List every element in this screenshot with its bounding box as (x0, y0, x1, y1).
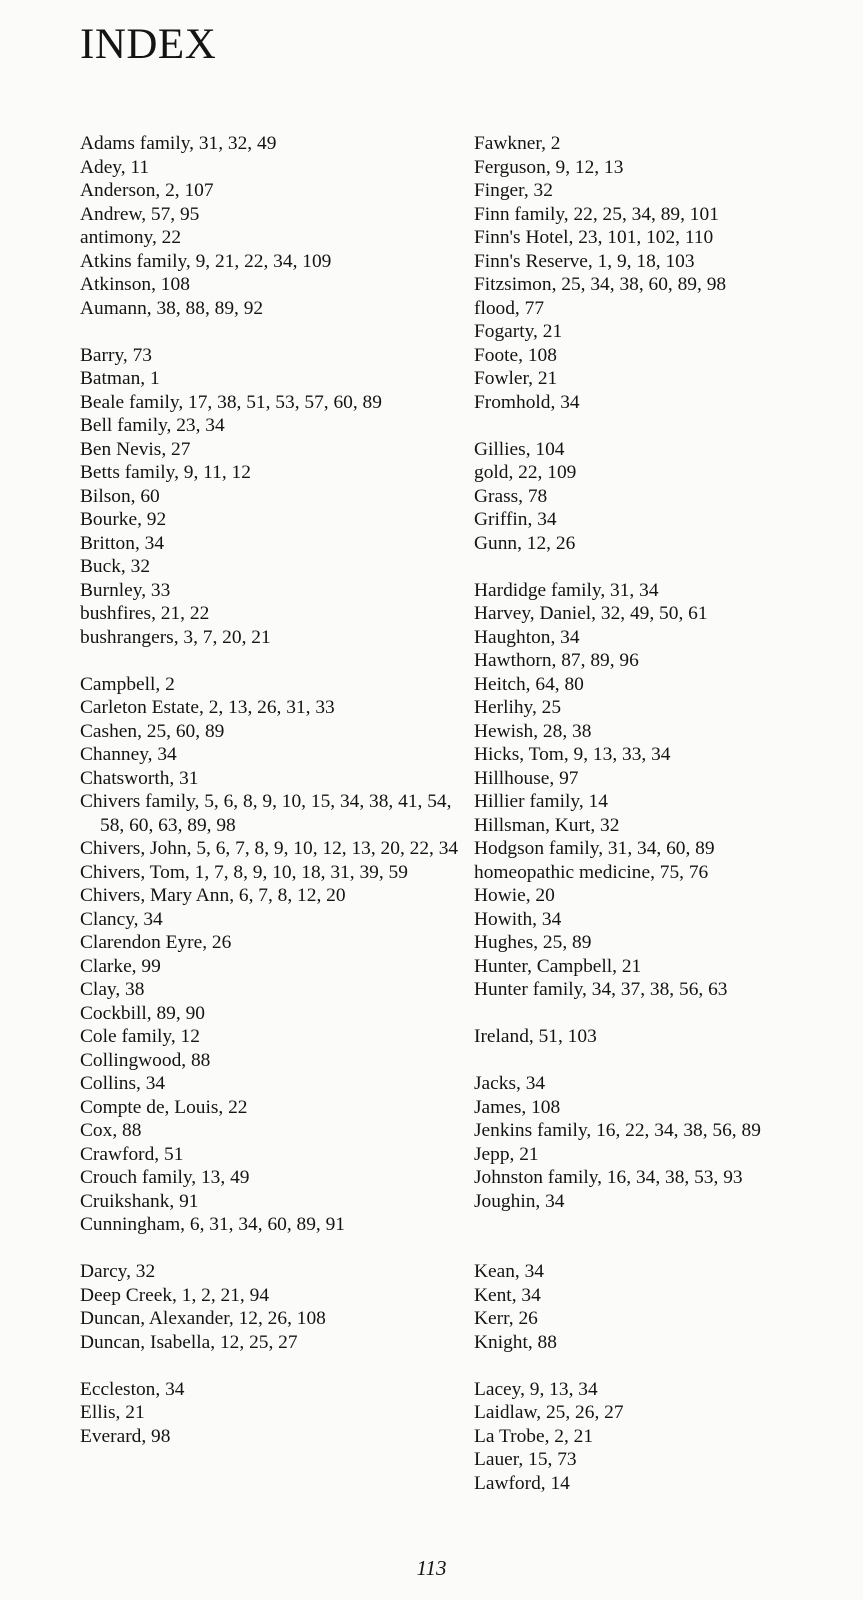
index-entry: Ben Nevis, 27 (80, 438, 191, 460)
index-entry: Lauer, 15, 73 (474, 1449, 577, 1470)
index-entry: Collins, 34 (80, 1073, 166, 1094)
index-entry: Clarendon Eyre, 26 (80, 932, 232, 953)
index-entry: Gunn, 12, 26 (474, 532, 576, 554)
index-letter-group (80, 673, 470, 1237)
index-entry: La Trobe, 2, 21 (474, 1425, 594, 1447)
index-letter-group (80, 1260, 470, 1354)
index-entry: Finger, 32 (474, 180, 553, 201)
index-entry: Everard, 98 (80, 1425, 171, 1447)
index-entry: Beale family, 17, 38, 51, 53, 57, 60, 89 (80, 391, 382, 413)
index-entry: Lacey, 9, 13, 34 (474, 1378, 598, 1400)
index-entry: Ferguson, 9, 12, 13 (474, 156, 624, 178)
index-entry: Barry, 73 (80, 344, 152, 366)
index-entry: Collingwood, 88 (80, 1049, 211, 1071)
index-entry: Chatsworth, 31 (80, 767, 199, 789)
index-entry: Clay, 38 (80, 979, 145, 1000)
index-entry: Anderson, 2, 107 (80, 180, 214, 201)
index-entry: Atkins family, 9, 21, 22, 34, 109 (80, 250, 332, 272)
index-entry: Adey, 11 (80, 156, 150, 178)
index-entry: Batman, 1 (80, 368, 160, 389)
index-entry: Darcy, 32 (80, 1261, 156, 1282)
index-entry: Howith, 34 (474, 908, 562, 930)
index-entry: bushrangers, 3, 7, 20, 21 (80, 626, 271, 648)
index-entry: Hughes, 25, 89 (474, 932, 592, 953)
index-letter-group (474, 1025, 854, 1049)
index-entry: Clancy, 34 (80, 908, 163, 930)
index-entry: Crouch family, 13, 49 (80, 1167, 250, 1188)
index-entry: Cashen, 25, 60, 89 (80, 720, 225, 742)
index-entry: Chivers, Tom, 1, 7, 8, 9, 10, 18, 31, 39, 59 (80, 861, 408, 883)
index-entry: Lawford, 14 (474, 1472, 570, 1494)
index-letter-group (474, 438, 854, 556)
index-entry: Finn's Hotel, 23, 101, 102, 110 (474, 227, 714, 248)
index-entry: Knight, 88 (474, 1331, 557, 1353)
index-entry: Cruikshank, 91 (80, 1190, 199, 1212)
index-entry: Carleton Estate, 2, 13, 26, 31, 33 (80, 697, 335, 718)
index-entry: Fitzsimon, 25, 34, 38, 60, 89, 98 (474, 274, 727, 295)
index-entry: Adams family, 31, 32, 49 (80, 133, 277, 154)
index-entry: Kerr, 26 (474, 1308, 538, 1329)
index-entry: Fowler, 21 (474, 368, 558, 389)
index-entry: Kean, 34 (474, 1261, 544, 1282)
index-entry: Griffin, 34 (474, 509, 557, 530)
index-entry: Hillier family, 14 (474, 791, 608, 812)
index-entry: Hillhouse, 97 (474, 767, 579, 789)
index-letter-group (474, 132, 854, 414)
index-entry: Andrew, 57, 95 (80, 203, 200, 225)
index-entry: Hawthorn, 87, 89, 96 (474, 650, 639, 671)
index-entry: James, 108 (474, 1096, 561, 1118)
index-entry: Laidlaw, 25, 26, 27 (474, 1402, 624, 1423)
index-entry: Eccleston, 34 (80, 1378, 185, 1400)
index-entry: Cunningham, 6, 31, 34, 60, 89, 91 (80, 1214, 346, 1235)
index-letter-group (80, 1378, 470, 1449)
index-entry: antimony, 22 (80, 227, 182, 248)
index-entry: Hewish, 28, 38 (474, 720, 592, 742)
index-entry: Cox, 88 (80, 1120, 142, 1141)
index-entry: Burnley, 33 (80, 579, 171, 601)
index-entry: Hunter family, 34, 37, 38, 56, 63 (474, 979, 728, 1000)
index-entry: Chivers family, 5, 6, 8, 9, 10, 15, 34, 38, 41, 54, 58, 60, 63, 89, 98 (80, 791, 452, 836)
index-entry: Kent, 34 (474, 1284, 541, 1306)
index-entry: Gillies, 104 (474, 438, 565, 460)
index-entry: Jepp, 21 (474, 1143, 539, 1165)
index-entry: Hodgson family, 31, 34, 60, 89 (474, 838, 715, 859)
index-entry: Campbell, 2 (80, 673, 175, 695)
index-entry: Finn's Reserve, 1, 9, 18, 103 (474, 250, 695, 272)
index-entry: Bell family, 23, 34 (80, 415, 225, 436)
index-entry: Jenkins family, 16, 22, 34, 38, 56, 89 (474, 1120, 761, 1141)
index-entry: Chivers, John, 5, 6, 7, 8, 9, 10, 12, 13, 20, 22, 34 (80, 838, 459, 859)
index-entry: gold, 22, 109 (474, 462, 577, 483)
page-title: INDEX (80, 21, 217, 68)
index-entry: Hicks, Tom, 9, 13, 33, 34 (474, 744, 671, 765)
index-entry: Chivers, Mary Ann, 6, 7, 8, 12, 20 (80, 885, 346, 906)
index-column-right (474, 132, 854, 1519)
index-entry: Hunter, Campbell, 21 (474, 955, 642, 977)
index-entry: Johnston family, 16, 34, 38, 53, 93 (474, 1167, 743, 1188)
index-entry: Compte de, Louis, 22 (80, 1096, 248, 1118)
index-entry: Bilson, 60 (80, 485, 160, 507)
index-entry: Duncan, Isabella, 12, 25, 27 (80, 1331, 298, 1353)
index-entry: Aumann, 38, 88, 89, 92 (80, 297, 264, 319)
index-entry: Bourke, 92 (80, 509, 167, 530)
index-entry: Cole family, 12 (80, 1026, 200, 1047)
index-entry: Hardidge family, 31, 34 (474, 579, 659, 601)
index-entry: Grass, 78 (474, 485, 548, 507)
index-entry: Haughton, 34 (474, 626, 580, 648)
index-entry: Jacks, 34 (474, 1073, 546, 1094)
index-entry: Betts family, 9, 11, 12 (80, 462, 251, 483)
index-entry: Crawford, 51 (80, 1143, 184, 1165)
index-entry: Joughin, 34 (474, 1190, 565, 1212)
index-entry: Howie, 20 (474, 885, 555, 906)
index-entry: Buck, 32 (80, 556, 151, 577)
index-entry: Harvey, Daniel, 32, 49, 50, 61 (474, 603, 708, 624)
index-entry: flood, 77 (474, 297, 545, 319)
index-entry: Deep Creek, 1, 2, 21, 94 (80, 1284, 270, 1306)
index-letter-group (474, 579, 854, 1002)
index-entry: Duncan, Alexander, 12, 26, 108 (80, 1308, 326, 1329)
index-letter-group (80, 132, 470, 320)
index-entry: Herlihy, 25 (474, 697, 562, 718)
index-letter-group (80, 344, 470, 650)
index-letter-group (474, 1072, 854, 1213)
index-column-left (80, 132, 470, 1472)
index-entry: Ireland, 51, 103 (474, 1026, 597, 1047)
index-entry: bushfires, 21, 22 (80, 603, 210, 624)
index-entry: Heitch, 64, 80 (474, 673, 584, 695)
index-entry: Hillsman, Kurt, 32 (474, 814, 620, 836)
index-entry: Foote, 108 (474, 344, 557, 366)
index-entry: Cockbill, 89, 90 (80, 1002, 205, 1024)
index-entry: Fawkner, 2 (474, 133, 561, 154)
index-entry: Atkinson, 108 (80, 274, 190, 295)
index-entry: Fogarty, 21 (474, 321, 563, 342)
index-letter-group (474, 1378, 854, 1496)
index-entry: Britton, 34 (80, 532, 165, 554)
index-entry: Clarke, 99 (80, 955, 161, 977)
index-entry: Ellis, 21 (80, 1402, 145, 1423)
index-entry: homeopathic medicine, 75, 76 (474, 861, 709, 883)
index-entry: Finn family, 22, 25, 34, 89, 101 (474, 203, 719, 225)
index-entry: Channey, 34 (80, 744, 177, 765)
index-letter-group (474, 1260, 854, 1354)
index-entry: Fromhold, 34 (474, 391, 580, 413)
page-number: 113 (416, 1556, 447, 1580)
